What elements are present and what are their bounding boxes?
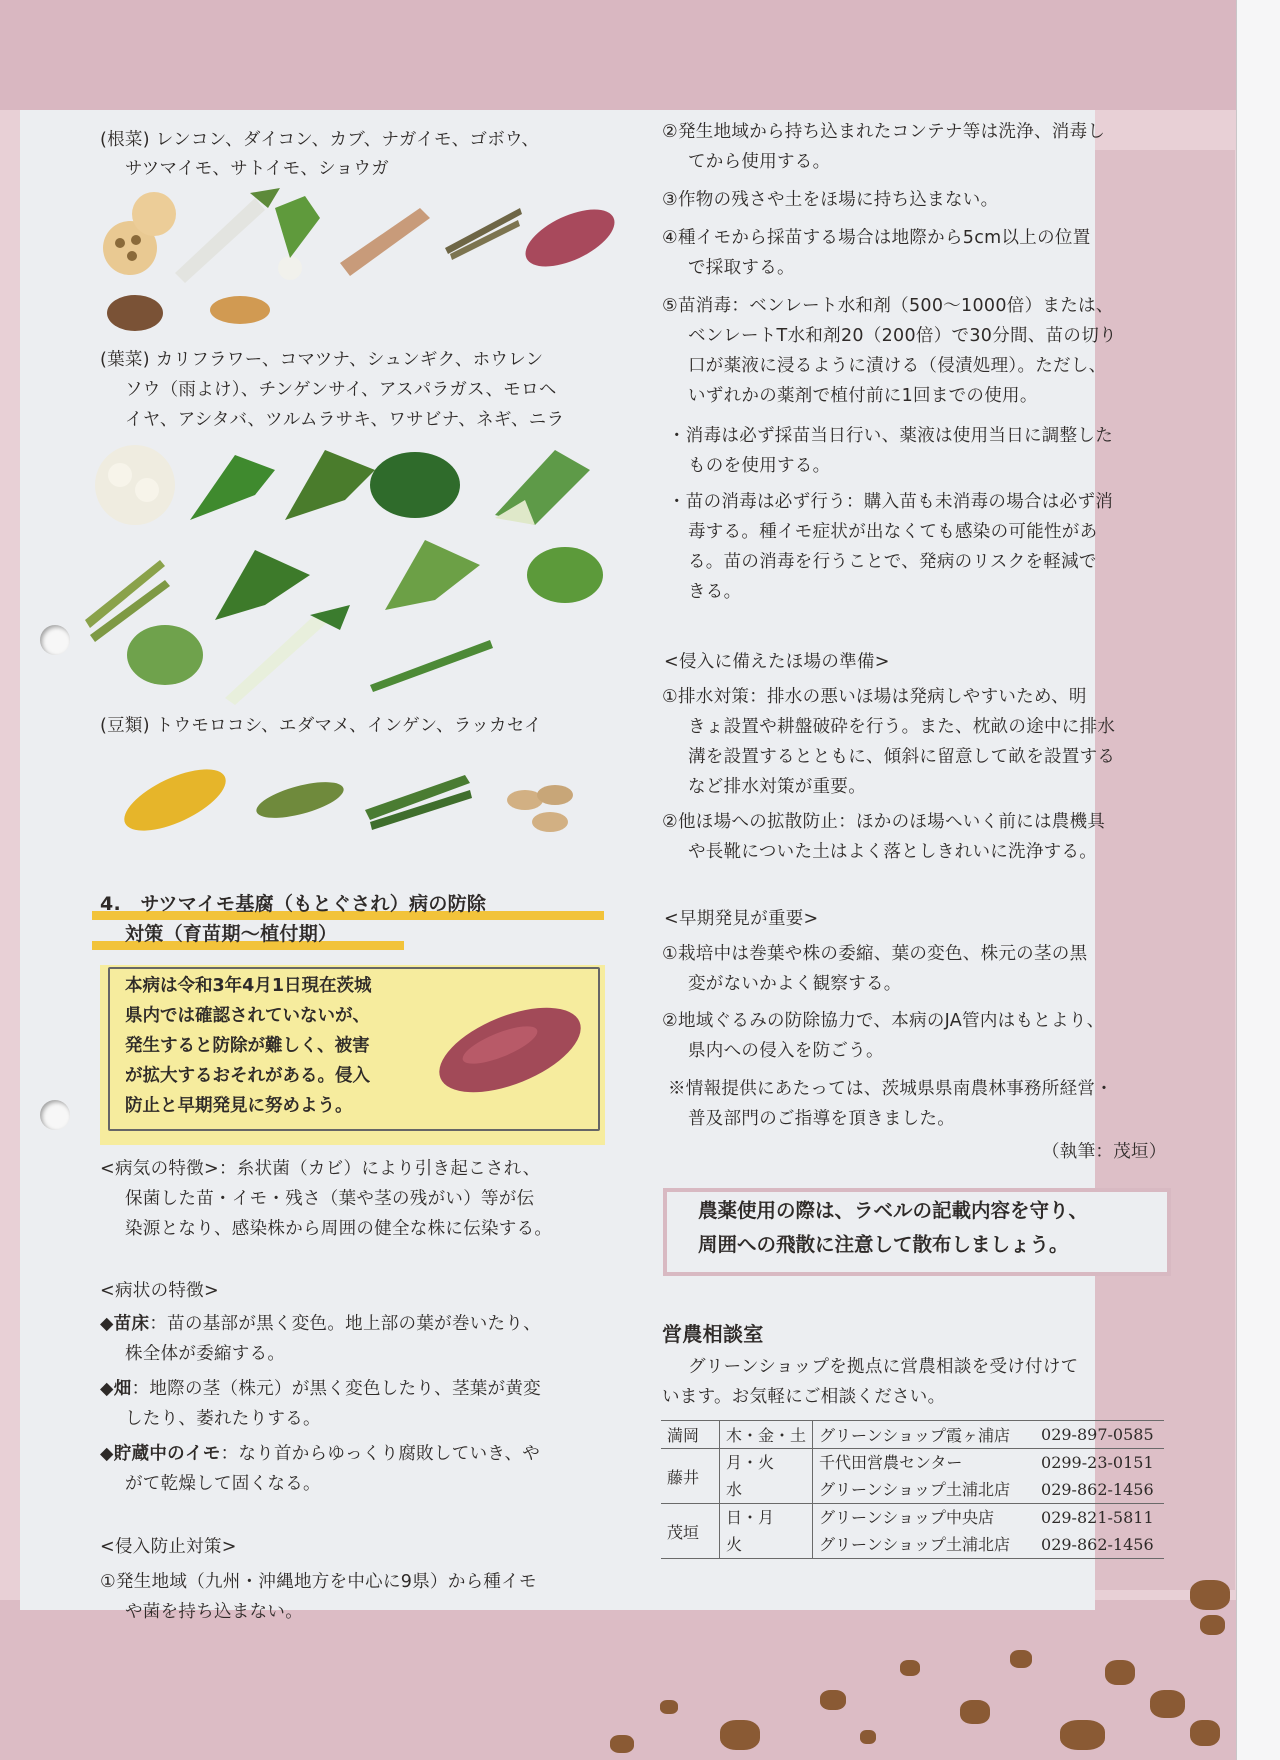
note-line2: 普及部門のご指導を頂きました。 bbox=[688, 1109, 955, 1129]
peanut-icon bbox=[507, 785, 573, 832]
consult-line1: グリーンショップを拠点に営農相談を受け付けて bbox=[688, 1357, 1079, 1377]
bullet1-line1: ・消毒は必ず採苗当日行い、薬液は使用当日に調整した bbox=[668, 426, 1113, 446]
wasabina-icon bbox=[127, 625, 203, 685]
green-bean-icon bbox=[365, 775, 472, 830]
contact-phone: 029-897-0585 bbox=[1035, 1421, 1164, 1449]
beans-line1: (豆類) トウモロコシ、エダマメ、インゲン、ラッカセイ bbox=[100, 716, 542, 736]
punch-hole-top bbox=[40, 625, 70, 655]
contact-place: 千代田営農センター グリーンショップ土浦北店 bbox=[813, 1449, 1036, 1504]
early-detection-item2-line2: 県内への侵入を防ごう。 bbox=[688, 1041, 884, 1061]
field-prep-heading: <侵入に備えたほ場の準備> bbox=[664, 652, 890, 672]
symptom-storage-line2: がて乾燥して固くなる。 bbox=[125, 1474, 321, 1494]
measure4-line1: ④種イモから採苗する場合は地際から5cm以上の位置 bbox=[662, 228, 1091, 248]
notice-line2: 周囲への飛散に注意して散布しましょう。 bbox=[698, 1233, 1069, 1256]
section4-title-line2: 対策（育苗期～植付期） bbox=[125, 923, 338, 945]
leaf-vegetables-line1: (葉菜) カリフラワー、コマツナ、シュンギク、ホウレン bbox=[100, 350, 544, 370]
contact-days: 月・火 水 bbox=[720, 1449, 813, 1504]
ashitaba-icon bbox=[385, 540, 480, 610]
contact-phone: 029-821-5811 029-862-1456 bbox=[1035, 1504, 1164, 1559]
contact-days: 日・月 火 bbox=[720, 1504, 813, 1559]
daikon-icon bbox=[175, 188, 280, 283]
consult-table bbox=[661, 1420, 1164, 1559]
measure4-line2: で採取する。 bbox=[688, 258, 795, 278]
field-prep-item2-line1: ②他ほ場への拡散防止：ほかのほ場へいく前には農機具 bbox=[662, 812, 1106, 832]
taro-icon bbox=[107, 295, 163, 331]
contact-days: 木・金・土 bbox=[720, 1421, 813, 1449]
shungiku-icon bbox=[285, 450, 375, 520]
symptom-seedbed-line2: 株全体が委縮する。 bbox=[125, 1344, 286, 1364]
early-detection-item1-line2: 変がないかよく観察する。 bbox=[688, 974, 902, 994]
bullet2-line2: 毒する。種イモ症状が出なくても感染の可能性があ bbox=[688, 522, 1098, 542]
table-row bbox=[661, 1421, 1164, 1449]
lotus-root-icon bbox=[103, 192, 176, 275]
disease-features-line3: 染源となり、感染株から周囲の健全な株に伝染する。 bbox=[125, 1219, 553, 1239]
field-prep-item1-line3: 溝を設置するとともに、傾斜に留意して畝を設置する bbox=[688, 747, 1116, 767]
leaf-vegetables-line2: ソウ（雨よけ）、チンゲンサイ、アスパラガス、モロヘ bbox=[125, 380, 557, 400]
cauliflower-icon bbox=[95, 445, 175, 525]
root-vegetables-line2: サツマイモ、サトイモ、ショウガ bbox=[125, 159, 390, 179]
contact-place: グリーンショップ霞ヶ浦店 bbox=[813, 1421, 1036, 1449]
contact-name: 茂垣 bbox=[661, 1504, 720, 1559]
measure2-line1: ②発生地域から持ち込まれたコンテナ等は洗浄、消毒し bbox=[662, 122, 1106, 142]
measure3-line1: ③作物の残さや土をほ場に持ち込まない。 bbox=[662, 190, 999, 210]
bullet2-line3: る。苗の消毒を行うことで、発病のリスクを軽減で bbox=[688, 552, 1097, 572]
symptom-field-line2: したり、萎れたりする。 bbox=[125, 1409, 321, 1429]
corn-icon bbox=[120, 757, 234, 843]
punch-hole-bottom bbox=[40, 1100, 70, 1130]
edamame-icon bbox=[253, 775, 347, 825]
root-vegetable-photos bbox=[90, 188, 630, 338]
turnip-icon bbox=[275, 196, 320, 280]
bean-photos bbox=[120, 750, 600, 850]
measure2-line2: てから使用する。 bbox=[688, 152, 831, 172]
bullet2-line4: きる。 bbox=[688, 582, 742, 602]
tsurumurasaki-icon bbox=[527, 547, 603, 603]
symptoms-heading: <病状の特徴> bbox=[100, 1281, 219, 1301]
nira-icon bbox=[370, 640, 493, 692]
page-edge bbox=[1236, 0, 1280, 1760]
notice-line1: 農薬使用の際は、ラベルの記載内容を守り、 bbox=[698, 1199, 1089, 1222]
prevention-item1-line2: や菌を持ち込まない。 bbox=[125, 1602, 303, 1622]
symptom-seedbed-line1: ◆苗床：苗の基部が黒く変色。地上部の葉が巻いたり、 bbox=[100, 1314, 541, 1334]
bullet2-line1: ・苗の消毒は必ず行う：購入苗も未消毒の場合は必ず消 bbox=[668, 492, 1113, 512]
disease-features-line2: 保菌した苗・イモ・残さ（葉や茎の残がい）等が伝 bbox=[125, 1189, 535, 1209]
bok-choy-icon bbox=[495, 450, 590, 525]
leaf-vegetables-line3: イヤ、アシタバ、ツルムラサキ、ワサビナ、ネギ、ニラ bbox=[125, 410, 565, 430]
leaf-vegetable-photos bbox=[85, 440, 625, 705]
contact-phone: 0299-23-0151 029-862-1456 bbox=[1035, 1449, 1164, 1504]
contact-name: 満岡 bbox=[661, 1421, 720, 1449]
sweet-potato-icon bbox=[517, 198, 623, 278]
top-pink-band bbox=[0, 0, 1280, 110]
field-prep-item1-line1: ①排水対策：排水の悪いほ場は発病しやすいため、明 bbox=[662, 687, 1087, 707]
negi-icon bbox=[225, 605, 350, 705]
table-row bbox=[661, 1449, 1164, 1504]
field-prep-item2-line2: や長靴についた土はよく落としきれいに洗浄する。 bbox=[688, 842, 1098, 862]
contact-name: 藤井 bbox=[661, 1449, 720, 1504]
warning-line-2: 県内では確認されていないが、 bbox=[125, 1006, 370, 1026]
measure5-line2: ベンレートT水和剤20（200倍）で30分間、苗の切り bbox=[688, 326, 1117, 346]
sweet-potato-photo bbox=[430, 990, 590, 1105]
prevention-item1-line1: ①発生地域（九州・沖縄地方を中心に9県）から種イモ bbox=[100, 1572, 537, 1592]
measure5-line1: ⑤苗消毒：ベンレート水和剤（500～1000倍）または、 bbox=[662, 296, 1114, 316]
warning-line-5: 防止と早期発見に努めよう。 bbox=[125, 1096, 353, 1116]
bullet1-line2: ものを使用する。 bbox=[688, 456, 831, 476]
symptom-storage-line1: ◆貯蔵中のイモ：なり首からゆっくり腐敗していき、や bbox=[100, 1444, 541, 1464]
warning-line-1: 本病は令和3年4月1日現在茨城 bbox=[125, 976, 372, 996]
disease-features-line1: <病気の特徴>：糸状菌（カビ）により引き起こされ、 bbox=[100, 1159, 541, 1179]
author-credit: （執筆：茂垣） bbox=[1042, 1142, 1167, 1162]
root-vegetables-line1: (根菜) レンコン、ダイコン、カブ、ナガイモ、ゴボウ、 bbox=[100, 130, 540, 150]
early-detection-item1-line1: ①栽培中は巻葉や株の委縮、葉の変色、株元の茎の黒 bbox=[662, 944, 1088, 964]
yam-icon bbox=[340, 208, 430, 276]
spinach-icon bbox=[370, 452, 460, 518]
field-prep-item1-line2: きょ設置や耕盤破砕を行う。また、枕畝の途中に排水 bbox=[688, 717, 1116, 737]
measure5-line4: いずれかの薬剤で植付前に1回までの使用。 bbox=[688, 386, 1038, 406]
section4-title-line1: 4. サツマイモ基腐（もとぐされ）病の防除 bbox=[100, 893, 487, 915]
warning-line-4: が拡大するおそれがある。侵入 bbox=[125, 1066, 370, 1086]
right-pink-strip bbox=[1095, 150, 1235, 1590]
warning-line-3: 発生すると防除が難しく、被害 bbox=[125, 1036, 370, 1056]
note-line1: ※情報提供にあたっては、茨城県県南農林事務所経営・ bbox=[668, 1079, 1113, 1099]
table-row bbox=[661, 1504, 1164, 1559]
komatsuna-icon bbox=[190, 455, 275, 520]
symptom-field-line1: ◆畑：地際の茎（株元）が黒く変色したり、茎葉が黄変 bbox=[100, 1379, 541, 1399]
early-detection-heading: <早期発見が重要> bbox=[664, 909, 819, 929]
ginger-icon bbox=[210, 296, 270, 324]
prevention-heading: <侵入防止対策> bbox=[100, 1537, 237, 1557]
burdock-icon bbox=[445, 208, 522, 260]
moroheiya-icon bbox=[215, 550, 310, 620]
consult-line2: います。お気軽にご相談ください。 bbox=[662, 1387, 946, 1407]
measure5-line3: 口が薬液に浸るように漬ける（侵漬処理）。ただし、 bbox=[688, 356, 1107, 376]
contact-place: グリーンショップ中央店 グリーンショップ土浦北店 bbox=[813, 1504, 1036, 1559]
consult-title: 営農相談室 bbox=[662, 1322, 764, 1346]
early-detection-item2-line1: ②地域ぐるみの防除協力で、本病のJA管内はもとより、 bbox=[662, 1011, 1105, 1031]
field-prep-item1-line4: など排水対策が重要。 bbox=[688, 777, 866, 797]
